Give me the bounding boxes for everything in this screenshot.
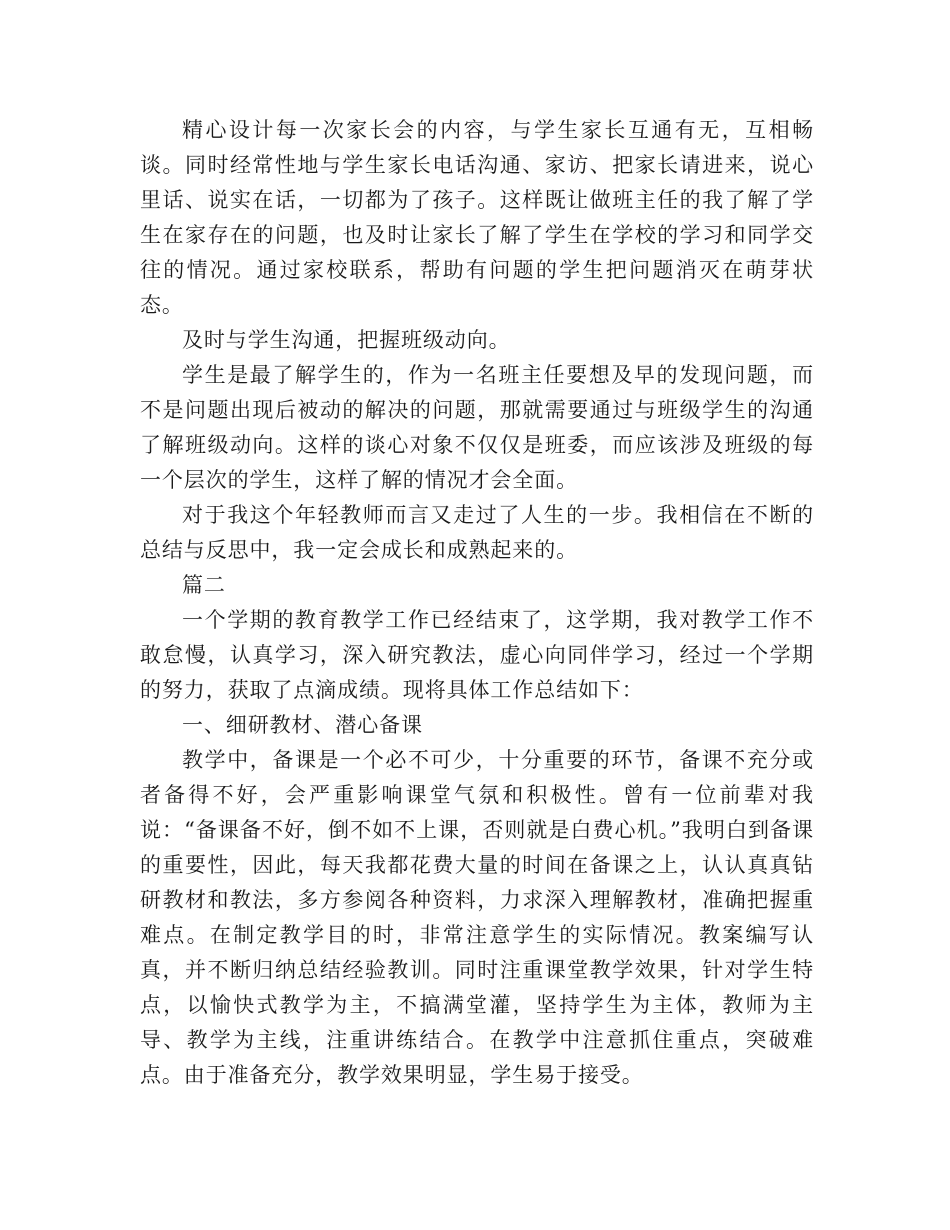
document-page xyxy=(140,113,814,1093)
section-heading-lesson-preparation: 一、细研教材、潜心备课 xyxy=(182,713,423,737)
paragraph-reflection: 对于我这个年轻教师而言又走过了人生的一步。我相信在不断的总结与反思中，我一定会成长和成熟起来的。 xyxy=(140,503,814,562)
paragraph-semester-intro: 一个学期的教育教学工作已经结束了，这学期，我对教学工作不敢怠慢，认真学习，深入研究教法，虚心向同伴学习，经过一个学期的努力，获取了点滴成绩。现将具体工作总结如下： xyxy=(140,608,814,702)
section-title-part-two: 篇二 xyxy=(182,573,226,597)
paragraph-family-school-communication: 精心设计每一次家长会的内容，与学生家长互通有无，互相畅谈。同时经常性地与学生家长电话沟通、家访、把家长请进来，说心里话、说实在话，一切都为了孩子。这样既让做班主任的我了解了学生在家存在的问题，也及时让家长了解了学生在学校的学习和同学交往的情况。通过家校联系，帮助有问题的学生把问题消灭在萌芽状态。 xyxy=(140,118,814,317)
paragraph-lesson-preparation: 教学中，备课是一个必不可少，十分重要的环节，备课不充分或者备得不好，会严重影响课堂气氛和积极性。曾有一位前辈对我说：“备课备不好，倒不如不上课，否则就是白费心机。”我明白到备课的重要性，因此，每天我都花费大量的时间在备课之上，认认真真钻研教材和教法，多方参阅各种资料，力求深入理解教材，准确把握重难点。在制定教学目的时，非常注意学生的实际情况。教案编写认真，并不断归纳总结经验教训。同时注重课堂教学效果，针对学生特点，以愉快式教学为主，不搞满堂灌，坚持学生为主体，教师为主导、教学为主线，注重讲练结合。在教学中注意抓住重点，突破难点。由于准备充分，教学效果明显，学生易于接受。 xyxy=(140,748,814,1087)
paragraph-heading-student-communication: 及时与学生沟通，把握班级动向。 xyxy=(182,328,511,352)
paragraph-understand-class-dynamics: 学生是最了解学生的，作为一名班主任要想及早的发现问题，而不是问题出现后被动的解决的问题，那就需要通过与班级学生的沟通了解班级动向。这样的谈心对象不仅仅是班委，而应该涉及班级的每一个层次的学生，这样了解的情况才会全面。 xyxy=(140,363,814,492)
